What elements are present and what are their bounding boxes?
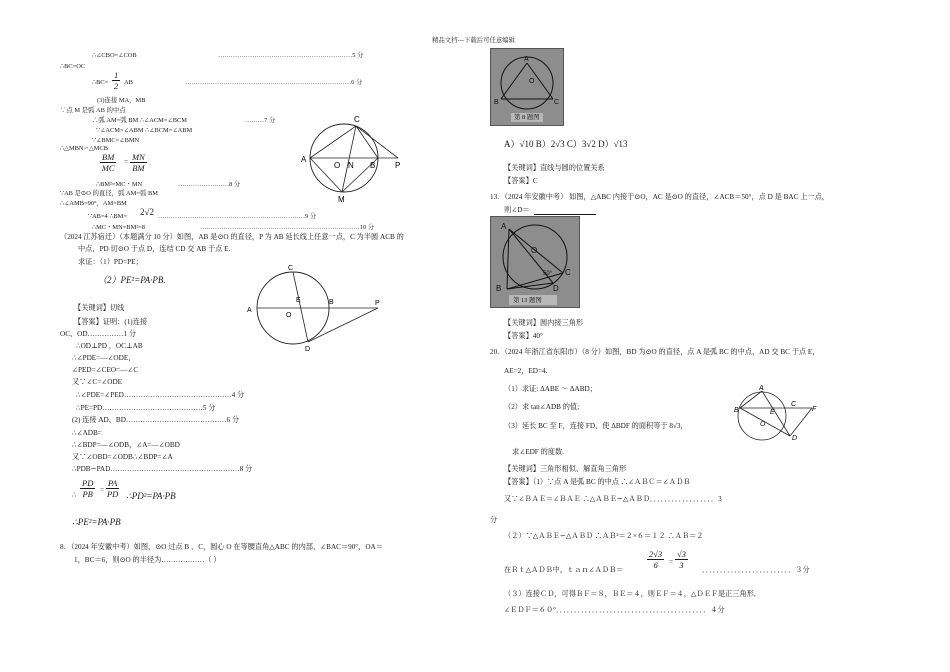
equals-sign: = [669, 558, 674, 566]
fraction: $\frac{PD}{PB}$ [82, 478, 94, 499]
svg-text:P: P [375, 300, 380, 307]
problem-heading: 8. （2024 年安徽中考）如图，⊙O 过点 B 、C，圆心 O 在等腰直角△ABC 的内部，∠BAC＝90°，OA＝ [60, 543, 383, 551]
equals-sign: = [124, 158, 129, 166]
question-3-cont: 求∠EDF 的度数. [512, 448, 564, 456]
svg-text:50°: 50° [543, 271, 553, 277]
answer-line: （２）∵△ＡＢＥ∽△ＡＢＤ ∴ＡＢ²＝２×６＝１２ ∴ＡＢ＝２ [504, 532, 704, 540]
fraction: $\frac{1}{2}$ [114, 70, 119, 91]
fraction: $\frac{PA}{PD}$ [106, 478, 119, 499]
proof-line: ∴∠PDE=—∠ODE， [72, 354, 136, 362]
proof-dots: ……………………………………………………………9 分 [158, 213, 317, 220]
proof-line: ∴∠ADB= [72, 429, 102, 437]
proof-line: ∵AB=4 ∴BM= [88, 213, 127, 220]
multiple-choice-options: A）√10 B）2√3 C）3√2 D）√13 [504, 139, 628, 149]
problem-heading: 13. （2024 年安徽中考） 如图，△ABC 内接于⊙O，AC 是⊙O 的直径，∠ACB＝50°，点 D 是 BAC 上一点， [490, 193, 829, 201]
figure-8-photo [490, 48, 564, 126]
proof-line: ∴弧 AM=弧 BM ∴∠ACM=∠BCM [92, 117, 187, 124]
answer-line: 【答案】证明：(1)连接 [74, 318, 148, 326]
question-2: （2）求 tan∠ADB 的值; [504, 403, 580, 411]
problem-text: AE=2，ED=4. [504, 367, 548, 375]
answer-line: 【答案】C [504, 177, 538, 185]
keyword-line: 【关键词】三角形相似、解直角三角形 [504, 465, 627, 473]
question-1: 求证：（1）PD=PE； [78, 258, 143, 266]
answer-line: 【答案】（1）∵点 A 是弧 BC 的中点 ∴∠ＡＢＣ＝∠ＡＤＢ [504, 478, 691, 486]
svg-text:O: O [760, 421, 766, 428]
svg-text:B: B [370, 161, 376, 170]
page-header: 精品文档---下载后可任意编辑 [432, 37, 516, 44]
answer-line: 又∵∠ＢＡＥ＝∠ＢＡＥ ∴△ＡＢＥ∽△ＡＢＤ．．．．．．．．．．．．．．．．．．3 [504, 495, 722, 503]
problem-text: 1，BC＝6，则⊙O 的半径为………………（ ） [74, 556, 221, 564]
svg-text:M: M [338, 195, 345, 204]
answer-line: 在Ｒｔ△ＡＤＢ中，ｔａｎ∠ＡＤＢ＝ [504, 566, 624, 574]
fraction: $\frac{MN}{BM}$ [132, 152, 145, 173]
proof-line: (3)连接 MA，MB [97, 97, 146, 104]
svg-text:C: C [288, 265, 294, 272]
svg-text:A: A [524, 56, 529, 63]
proof-line: ∵点 M 是弧 AB 的中点 [60, 107, 126, 114]
svg-text:E: E [770, 409, 775, 416]
therefore-sign: ∴ [72, 491, 77, 499]
svg-text:O: O [334, 161, 341, 170]
svg-text:O: O [531, 246, 538, 255]
problem-text: 中点，PD 切⊙O 于点 D，连结 CD 交 AB 于点 E. [78, 245, 231, 253]
proof-line: ∴BC= [92, 79, 109, 86]
proof-line: 又∵∠OBD=∠ODB∴∠BDP=∠A [72, 453, 173, 461]
svg-text:A: A [501, 222, 507, 231]
proof-line: ∴PDB∽PAD………………………………………………8 分 [72, 465, 253, 473]
proof-line: ∴∠AMB=90°，AM=BM [60, 200, 127, 207]
proof-line: AB [124, 79, 133, 86]
proof-line: ∴PE=PD……………………………………5 分 [76, 404, 216, 412]
proof-result: ∴PD²=PA·PB [126, 491, 176, 501]
svg-text:O: O [286, 312, 292, 319]
svg-text:C: C [354, 115, 360, 124]
svg-text:D: D [305, 346, 311, 353]
proof-line: 又∵∠C=∠ODE [72, 378, 123, 386]
svg-text:D: D [553, 284, 559, 293]
svg-text:P: P [395, 161, 401, 170]
proof-line: (2) 连接 AD、BD……………………………………6 分 [72, 416, 240, 424]
proof-line: ∴OD⊥PD ，OC⊥AB [76, 342, 143, 350]
sqrt-value: 2√2 [140, 207, 154, 217]
question-1: （1）求证: ΔABE ～ ΔABD； [504, 385, 597, 393]
svg-text:B: B [494, 99, 499, 106]
figure-8-caption: 第 8 题图 [514, 114, 540, 121]
answer-line: （３）连接ＣＤ，可得ＢＦ＝８，ＢＥ＝４，则ＥＦ＝４，△ＤＥＦ是正三角形, [504, 590, 756, 598]
figure-13-photo [490, 216, 580, 308]
svg-text:A: A [247, 307, 252, 314]
keyword-line: 【关键词】切线 [74, 304, 125, 312]
proof-line: ∴BC=OC [60, 63, 86, 70]
proof-line: ∠PED=∠CEO=—∠C [72, 366, 139, 374]
answer-line: ∠ＥＤＦ＝６０°．．．．．．．．．．．．．．．．．．．．．．．．．．．．．．．．．．．．．．．．．．４分 [504, 606, 725, 614]
keyword-line: 【关键词】直线与圆的位置关系 [504, 164, 605, 172]
figure-13-drawing [491, 217, 579, 307]
circle-diagram-chords [298, 108, 404, 204]
proof-line: ∵AB 是⊙O 的直径，弧 AM=弧 BM [60, 190, 158, 197]
circle-diagram-tangent [238, 262, 388, 354]
svg-text:B: B [734, 407, 739, 414]
svg-text:C: C [554, 99, 560, 106]
proof-line: ∴△MBN∽△MCB [60, 145, 109, 152]
proof-result: ∴PE²=PA·PB [72, 517, 121, 527]
fraction: $\frac{BM}{MC}$ [101, 152, 115, 173]
answer-line: 分 [490, 516, 498, 524]
proof-line: ∵∠ACM=∠ABM ∴∠BCM=∠ABM [96, 127, 193, 134]
proof-line: ∴∠PDE=∠PED………………………………………4 分 [76, 391, 245, 399]
question-3: （3）延长 BC 至 F，连接 FD，使 ΔBDF 的面积等于 8√3， [504, 422, 688, 430]
proof-line: ∴MC・MN=BM²=8 [92, 224, 145, 231]
proof-dots: ．．．．．．．．．．．．．．．．．．．．．．．．．３分 [702, 566, 810, 574]
equals-sign: = [100, 486, 105, 494]
svg-text:B: B [496, 284, 502, 293]
answer-blank [534, 206, 596, 215]
svg-text:B: B [329, 299, 334, 306]
svg-text:A: A [759, 385, 764, 392]
svg-text:C: C [791, 401, 797, 408]
proof-line: ∴∠BDP=—∠ODB，∠A=—∠OBD [72, 441, 180, 449]
svg-text:F: F [812, 406, 817, 413]
keyword-line: 【关键词】圆内接三角形 [504, 319, 584, 327]
svg-text:E: E [296, 297, 301, 304]
proof-line: ∵∠BMC=∠BMN [92, 137, 140, 144]
figure-13-caption: 第 13 题图 [513, 297, 542, 304]
proof-line: ∴BM²=MC・MN [96, 181, 143, 188]
proof-dots: ………7 分 [245, 117, 276, 124]
circle-diagram-20 [732, 382, 826, 446]
proof-dots: ………………………………………………………5 分 [218, 52, 364, 59]
fraction: $\frac{2√3}{6}$ [649, 549, 663, 570]
proof-line: OC、OD……………1 分 [60, 330, 137, 338]
svg-text:D: D [792, 435, 798, 442]
svg-text:O: O [529, 78, 535, 85]
problem-heading: （2024 江苏宿迁）（本题满分 10 分）如图，AB 是⊙O 的直径，P 为 AB 延长线上任意一点，C 为半圆 ACB 的 [60, 233, 404, 241]
svg-text:A: A [301, 155, 307, 164]
fraction: $\frac{√3}{3}$ [677, 549, 686, 570]
problem-text: 则∠D＝ [504, 206, 530, 214]
answer-line: 【答案】40° [504, 332, 543, 340]
problem-heading: 20. （2024 年浙江省东阳市）（8 分）如图，BD 为⊙O 的直径，点 A 是弧 BC 的中点，AD 交 BC 于点 E， [490, 348, 820, 356]
proof-dots: …………………………………………………………………10 分 [200, 224, 375, 231]
question-2: （2）PE²=PA·PB. [98, 275, 166, 285]
proof-dots: ……………………8 分 [178, 181, 241, 188]
svg-text:C: C [565, 268, 571, 277]
proof-line: ∴∠CBO=∠COB [92, 52, 137, 59]
svg-text:N: N [348, 161, 354, 170]
proof-dots: ……………………………………………………………………6 分 [185, 79, 363, 86]
